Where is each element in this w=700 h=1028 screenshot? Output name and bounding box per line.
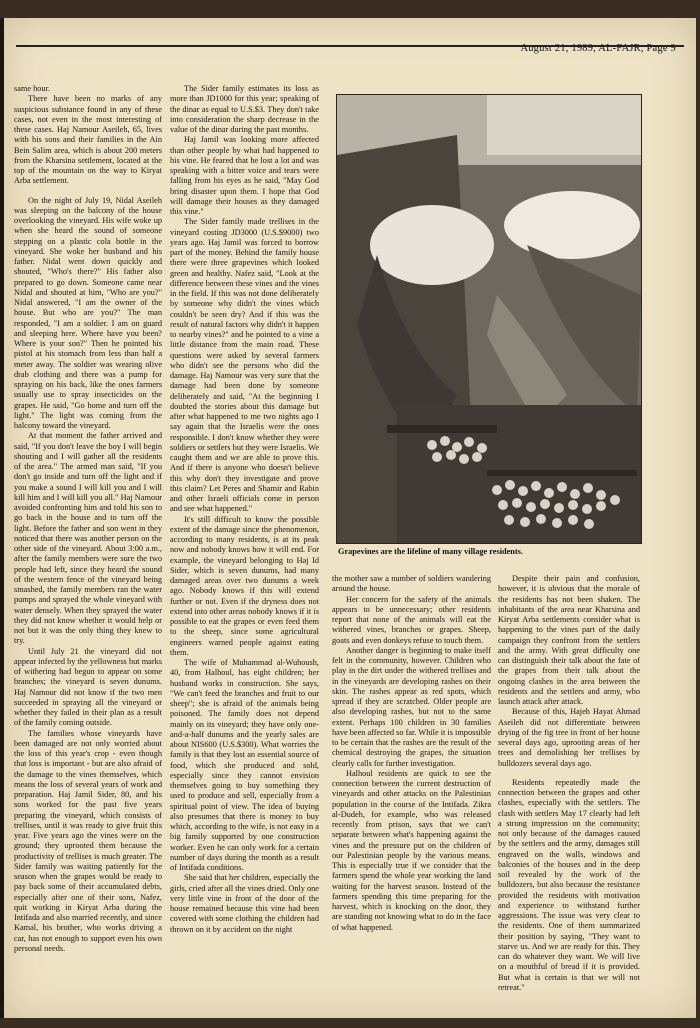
- paragraph: same hour.: [14, 84, 50, 93]
- paragraph: Haj Jamil was looking more affected than other people by what had happened to his vine. He feared that he lost a lot and was speaking with a bitter voice and tears were falling from his eyes as he said, "May God bring disaster upon them. I hope that God will damage their houses as they damaged this vine.": [170, 135, 319, 216]
- article-column-2: [170, 84, 319, 979]
- grapevine-photo: [336, 94, 642, 544]
- paragraph: The Sider family estimates its loss as more than JD1000 for this year; speaking of the dinar as equal to U.S.$3. They don't take into consideration the sharp decrease in the value of the dinar during the past months.: [170, 84, 319, 134]
- header-rule: [16, 45, 684, 47]
- paragraph: Because of this, Hajeh Hayat Ahmad Aseileh did not differentiate between drying of the fig tree in front of her house several days ago, uprooting areas of her trees and demolishing her trellises by bulldozers several days ago.: [498, 707, 640, 768]
- paragraph: She said that her children, especially the girls, cried after all the vines dried. Only one very little vine in front of the door of the house remained because this vine had been covered with some clothing the children had thrown on it by accident on the night: [170, 873, 319, 934]
- paragraph: the mother saw a number of soldiers wandering around the house.: [332, 574, 491, 594]
- paragraph: Halhoul residents are quick to see the connection between the current destruction of vineyards and other attacks on the Palestinian population in the course of the Intifada. Zikra al-Dudeh, for example, who was released recently from prison, says that we can't separate between what's happening against the vines and the pressure put on the children of our Palestinian people by the various means. This is especially true if we consider that the farmers spend the whole year working the land waiting for the harvest season. Instead of the farmers spending this time preparing for the harvest, which is knocking on the door, they are standing not knowing what to do in the face of what happened.: [332, 768, 491, 932]
- paragraph: At that moment the father arrived and said, "If you don't leave the boy I will begin shouting and I will gather all the residents of the area." The armed man said, "If you don't go inside and turn off the light and if you make a sound I will kill you and I will kill him and I will kill you all." Haj Namour avoided confronting him and told his son to go back in the house and to turn off the light. Before the father and son went in they noticed that there was another person on the other side of the vineyard. About 3:00 a.m., after the family members were sure the two people had left, since they heard the sound of the western fence of the vineyard being smashed, the family members ran the water pumps and sprayed the whole vineyard with water densely. When they sprayed the water they did not know whether it would help or not but it was the only thing they knew to try.: [14, 431, 162, 646]
- article-column-3: [332, 574, 491, 979]
- paragraph: Her concern for the safety of the animals appears to be unnecessary; other residents report that none of the animals will eat the withered vines, branches or grapes. Sheep, goats and even donkeys refuse to touch them.: [332, 594, 491, 645]
- paragraph: Residents repeatedly made the connection between the grapes and other clashes, especially with the settlers. The clash with settlers May 17 clearly had left a strong impression on the community; not only because of the damages caused by the settlers and the army, damages still engraved on the walls, windows and balconies of the houses and in the deep soil revealed by the work of the bulldozers, but also because the resistance provided the residents with motivation and experience to withstand further aggressions. The issue was very clear to the residents. One of them summarized their position by saying, "They want to starve us. And we are ready for this. They can do whatever they want. We will live on a mouthful of bread if it is provided. But what is certain is that we will not retreat.": [498, 777, 640, 992]
- paragraph: Despite their pain and confusion, however, it is obvious that the morale of the residents has not been shaken. The inhabitants of the area near Kharsina and Kiryat Arba settlements consider what is happening to the vines part of the daily campaign they confront from the settlers and the army. With great difficulty one can distinguish their talk about the fate of the grapes from their talk about the ongoing clashes in the area between the residents and the settlers and army, who launch attack after attack.: [498, 574, 640, 706]
- photo-caption: Grapevines are the lifeline of many village residents.: [338, 547, 523, 556]
- paragraph: Another danger is beginning to make itself felt in the community, however. Children who play in the dirt under the withered trellises and in the vineyards are developing rashes on their skin. The rashes appear as red spots, which spread if they are scratched. Older people are also developing rashes, but not to the same extent. Perhaps 100 children in 30 families have been affected so far. While it is impossible to be certain that the rashes are the result of the chemical destroying the grapes, the situation clearly calls for further investigation.: [332, 645, 491, 768]
- article-column-1: [14, 84, 162, 979]
- paragraph: On the night of July 19, Nidal Aseileh was sleeping on the balcony of the house overlooking the vineyard. His wife woke up when she heard the sound of someone stepping on a plastic cola bottle in the vineyard. She woke her husband and his father. Nidal went down quickly and shouted, "Who's there?" His father also prepared to go down. Someone came near Nidal and shouted at him, "Who are you?" Nidal answered, "I am the owner of the house. But who are you?" The man responded, "I am a soldier. I am on guard and sleeping here. Where have you been? Where is your son?" Then he pointed his pistol at his stomach from less than half a meter away. The soldier was wearing olive drab clothing and there was a pump for spraying on his back, like the ones farmers usually use to spray insecticides on the grapes. He said, "Go home and turn off the light." The light was coming from the balcony toward the vineyard.: [14, 195, 162, 430]
- paragraph: The wife of Muhammad al-Wuhoush, 40, from Halhoul, has eight children; her husband works in construction. She says, "We can't feed the branches and fruit to our sheep"; she is afraid of the animals being poisoned. The family does not depend mainly on its vineyard; they have only one-and-a-half dunums and the yearly sales are about NIS600 (U.S.$300). What worries the family is that they lost an essential source of food, which she produced and sold, especially since they cannot envision themselves going to buy something they used to produce and sell, especially from a spiritual point of view. The idea of buying also presumes that there is money to buy which, according to the wife, is not easy in a big family supported by one construction worker. Even he can only work for a certain number of days during the month as a result of Intifada conditions.: [170, 658, 319, 872]
- article-column-4: [498, 574, 640, 992]
- page-header: August 21, 1989, AL-FAJR, Page 9: [520, 43, 676, 54]
- paragraph: It's still difficult to know the possible extent of the damage since the phenomenon, according to many residents, is at its peak now and nobody knows how it will end. For example, the vineyard belonging to Haj Id Sider, which is seven dunums, had many damaged areas over two dunums a week ago. Nobody knows if this will extend further or not. Even if the dryness does not extend into other areas nobody knows if it is possible to eat the grapes or even feed them to the sheep, since some agricultural engineers warned people against eating them.: [170, 514, 319, 657]
- paragraph: The families whose vineyards have been damaged are not only worried about the loss of this year's crop - even though that loss is important - but are also afraid of the damage to the vines themselves, which means the loss of several years of work and preparation. Haj Jamil Sider, 80, and his sons worked for the past five years preparing the vineyard, which consists of trellises, until it was ready to give fruit this year. Five years ago the vines were on the ground; they uprooted them because the productivity of trellises is much greater. The Sider family was waiting patiently for the season when the grapes would be ready to pay back some of their accumulated debts, especially after one of their sons, Nafez, quit working in Kiryat Arba during the Intifada and also married recently, and since Kamal, his brother, who works driving a car, has not enough to support even his own personal needs.: [14, 728, 162, 953]
- paragraph: Until July 21 the vineyard did not appear infected by the yellowness but marks of withering had begun to appear on some branches; the vineyard is seven dunums. Haj Namour did not know if the two men succeeded in spraying all the vineyard or whether they failed in their plan as a result of the family coming outside.: [14, 646, 162, 728]
- photo-illustration: [337, 95, 641, 543]
- paragraph: The Sider family made trellises in the vineyard costing JD3000 (U.S.$9000) two years ago. Haj Jamil was forced to borrow part of the money. Behind the family house there were three grapevines which looked green and healthy. Nafez said, "Look at the difference between these vines and the vines in the field. If this was not done deliberately by someone why didn't the vines which couldn't be seen dry? And if this was the result of natural factors why didn't it happen to nearby vines?" and he pointed to a vine a little distance from the main road. These questions were asked by several farmers who didn't see the persons who did the damage. Haj Namour was very sure that the damage had been done by someone deliberately and said, "At the beginning I doubted the stories about this damage but after what happened to me two nights ago I say again that the Israelis were the ones responsible. I don't know whether they were soldiers or settlers but they were Israelis. We caught them and we are able to prove this. And if there is anyone who doesn't believe this why don't they investigate and prove this claim? Let Peres and Shamir and Rabin and other Israeli officials come in person and see what happened.": [170, 217, 319, 514]
- paragraph: There have been no marks of any suspicious substance found in any of these cases, not even in the most interesting of these cases. Haj Namour Aseileh, 65, lives with his sons and their families in the Ain Bein Salim area, which is about 200 meters from the Kharsina settlement, located at the top of the mountain on the way to Kiryat Arba settlement.: [14, 94, 162, 186]
